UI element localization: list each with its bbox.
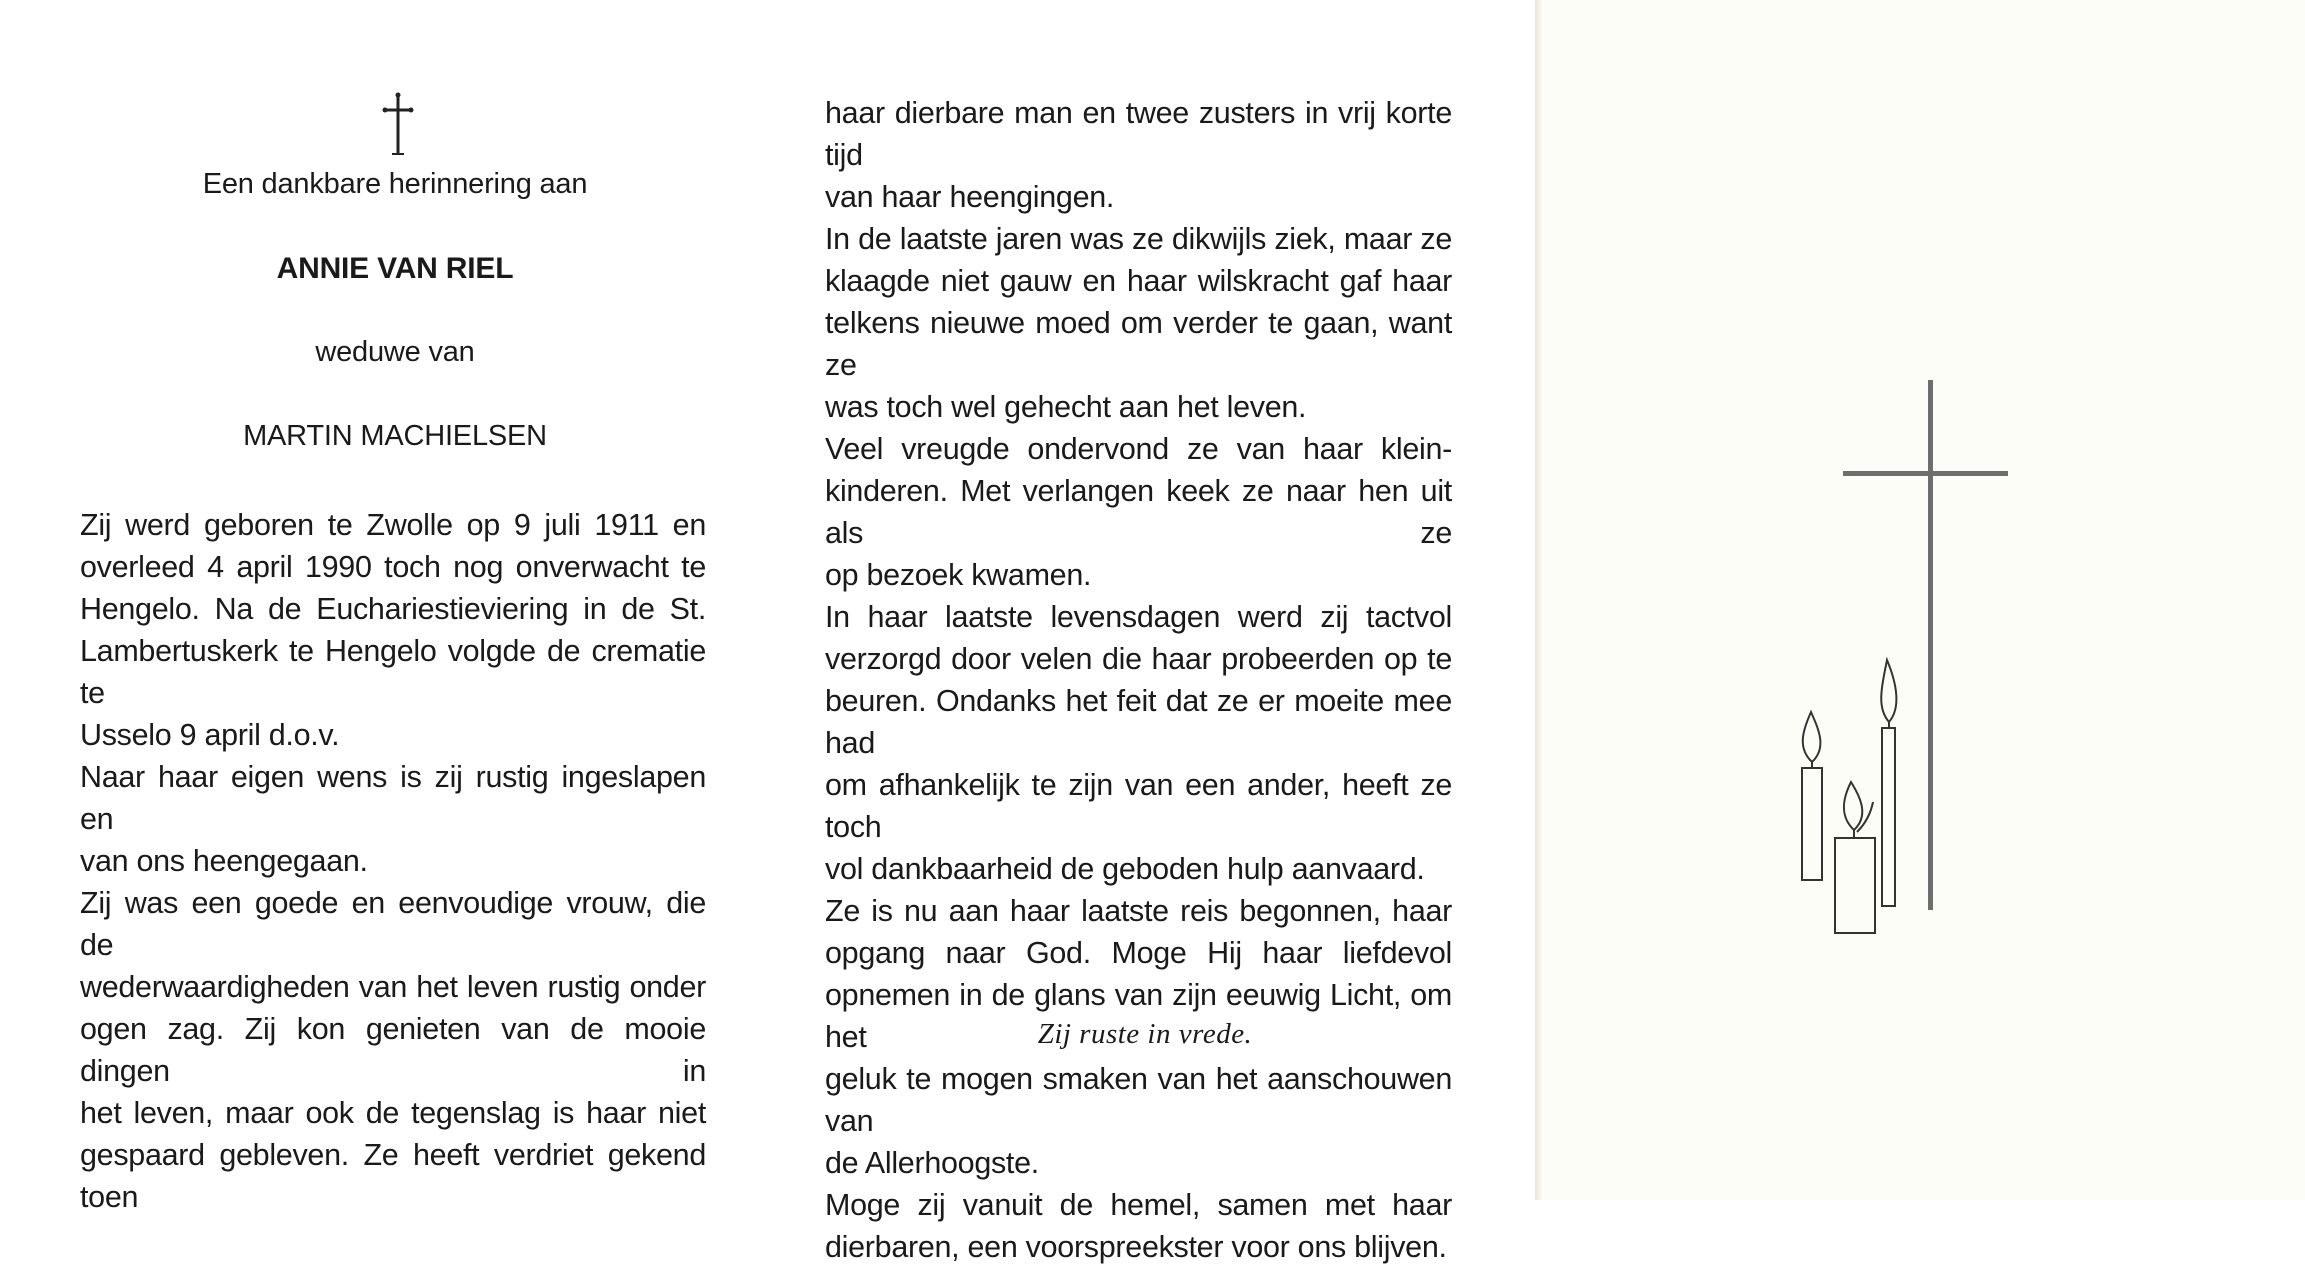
deceased-name: ANNIE VAN RIEL (276, 252, 514, 285)
text-line: Naar haar eigen wens is zij rustig ingeslapen en (80, 760, 706, 836)
candle-icon (1881, 660, 1896, 906)
cross-candles-illustration (1535, 0, 2305, 1200)
text-line: telkens nieuwe moed om verder te gaan, want ze (825, 306, 1452, 382)
left-panel (0, 0, 760, 1214)
text-line: opgang naar God. Moge Hij haar liefdevol (825, 936, 1452, 970)
biography-paragraph (80, 504, 706, 756)
text-line: Lambertuskerk te Hengelo volgde de crematie te (80, 634, 706, 710)
text-line: de Allerhoogste. (825, 1146, 1039, 1180)
text-line: haar dierbare man en twee zusters in vrij korte tijd (825, 96, 1452, 172)
text-line: Ze is nu aan haar laatste reis begonnen, haar (825, 894, 1452, 928)
right-panel (1535, 0, 2305, 1200)
text-line: van ons heengegaan. (80, 844, 368, 878)
candle-icon (1802, 712, 1822, 880)
intro-line: Een dankbare herinnering aan (202, 168, 588, 200)
text-line: In de laatste jaren was ze dikwijls ziek, maar ze (825, 222, 1452, 256)
text-line: van haar heengingen. (825, 180, 1115, 214)
text-line: Veel vreugde ondervond ze van haar klein- (825, 432, 1452, 466)
text-line: was toch wel gehecht aan het leven. (825, 390, 1307, 424)
text-line: verzorgd door velen die haar probeerden op te (825, 642, 1452, 676)
text-line: vol dankbaarheid de geboden hulp aanvaard. (825, 852, 1425, 886)
text-line: In haar laatste levensdagen werd zij tactvol (825, 600, 1452, 634)
text-line: het leven, maar ook de tegenslag is haar niet (80, 1096, 706, 1130)
spouse-name: MARTIN MACHIELSEN (243, 420, 547, 452)
cross-icon (378, 92, 418, 162)
remembrance-paragraph (80, 756, 706, 1218)
large-cross-icon (1843, 380, 2008, 910)
text-line: gespaard gebleven. Ze heeft verdriet gekend toen (80, 1138, 706, 1214)
text-line: wederwaardigheden van het leven rustig onder (80, 970, 706, 1004)
text-line: om afhankelijk te zijn van een ander, heeft ze toch (825, 768, 1452, 844)
text-line: Zij was een goede en eenvoudige vrouw, die de (80, 886, 706, 962)
text-line: dierbaren, een voorspreekster voor ons blijven. (825, 1230, 1447, 1264)
continued-text (825, 92, 1452, 1268)
text-line: Hengelo. Na de Euchariestieviering in de St. (80, 592, 706, 626)
candle-icon (1835, 782, 1875, 933)
text-line: geluk te mogen smaken van het aanschouwen van (825, 1062, 1452, 1138)
text-line: kinderen. Met verlangen keek ze naar hen uit als ze (825, 474, 1452, 550)
text-line: ogen zag. Zij kon genieten van de mooie dingen in (80, 1012, 706, 1088)
relation-line: weduwe van (315, 336, 475, 368)
text-line: Moge zij vanuit de hemel, samen met haar (825, 1188, 1452, 1222)
text-line: klaagde niet gauw en haar wilskracht gaf haar (825, 264, 1452, 298)
text-line: Usselo 9 april d.o.v. (80, 718, 340, 752)
text-line: opnemen in de glans van zijn eeuwig Licht, om het (825, 978, 1452, 1054)
middle-panel (760, 0, 1530, 1264)
text-line: beuren. Ondanks het feit dat ze er moeite mee had (825, 684, 1452, 760)
text-line: op bezoek kwamen. (825, 558, 1092, 592)
text-line: overleed 4 april 1990 toch nog onverwacht te (80, 550, 706, 584)
closing-line: Zij ruste in vrede. (1037, 1018, 1253, 1050)
text-line: Zij werd geboren te Zwolle op 9 juli 1911 en (80, 508, 706, 542)
